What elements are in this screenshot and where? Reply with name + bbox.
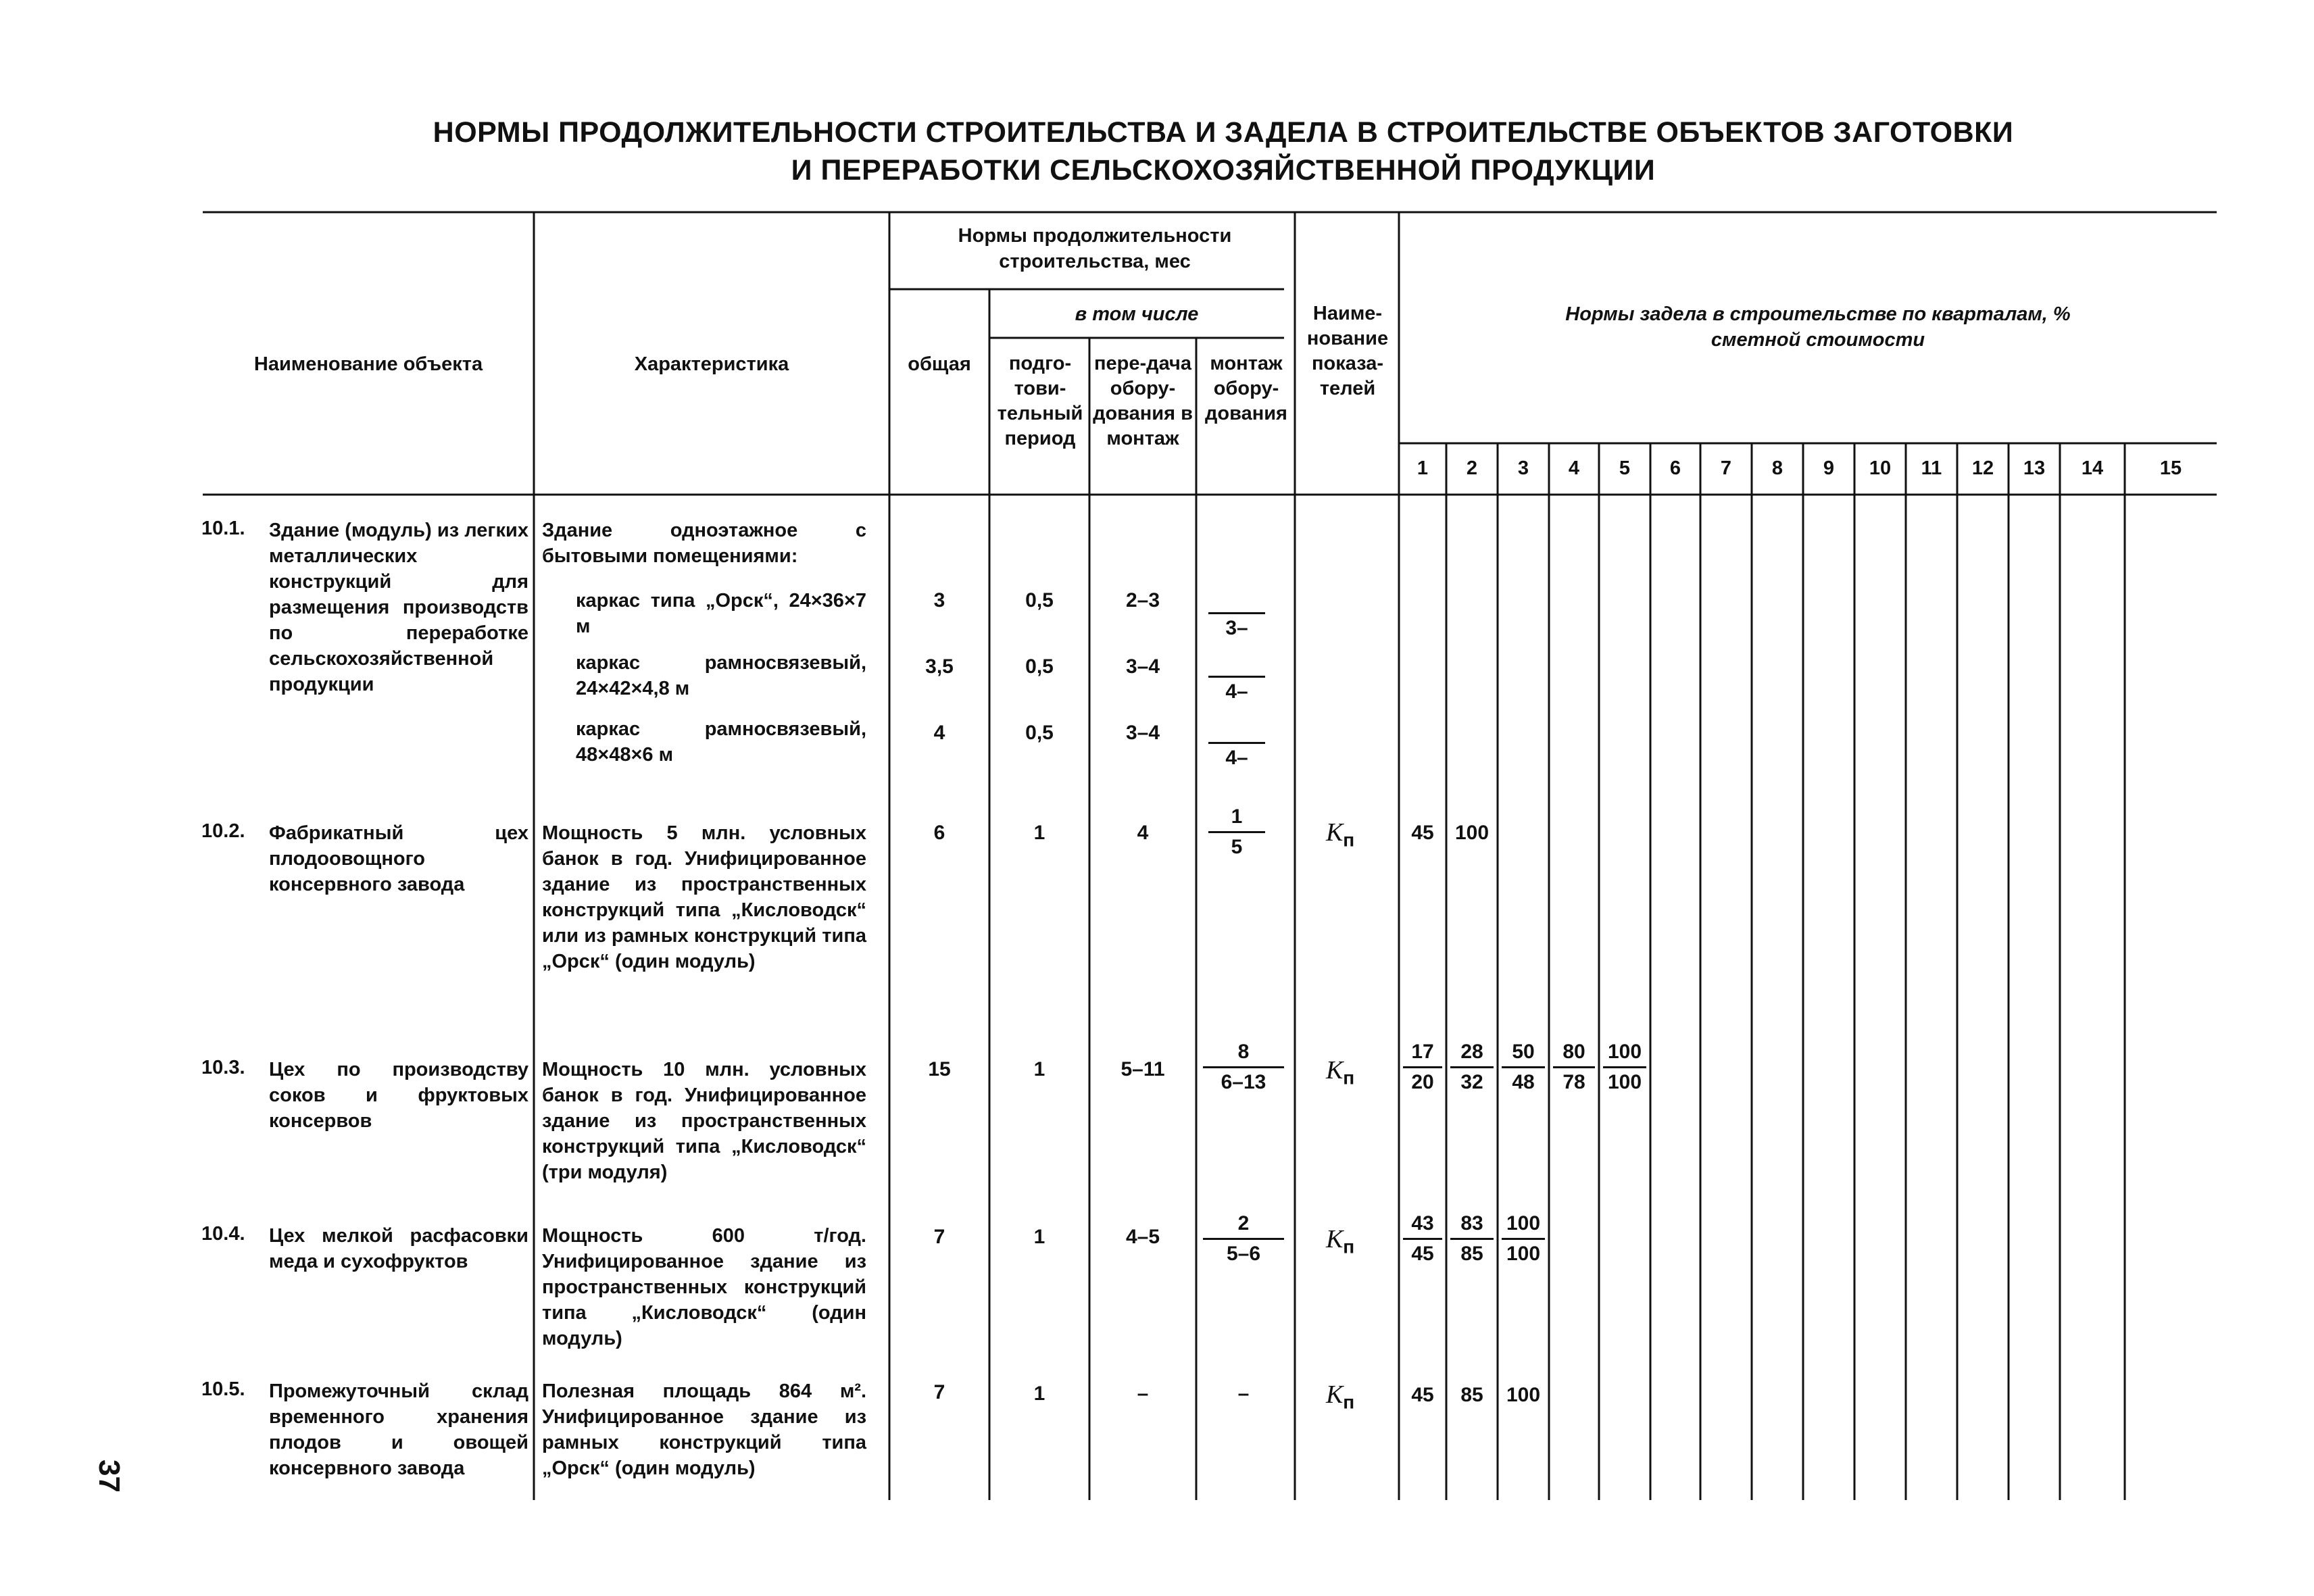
quarter-fraction <box>1498 1039 1549 1095</box>
fraction-denominator: 32 <box>1460 1071 1483 1093</box>
indicator-letter: К <box>1326 1225 1344 1253</box>
fraction-bar <box>1450 1066 1494 1068</box>
fraction-bar <box>1553 1066 1595 1068</box>
fraction-denominator: 100 <box>1506 1243 1541 1265</box>
fraction-numerator: 80 <box>1562 1041 1585 1063</box>
quarter-header: 11 <box>1921 457 1942 479</box>
quarter-fraction <box>1549 1039 1599 1095</box>
quarter-value: 85 <box>1460 1384 1483 1406</box>
row-name: Цех мелкой расфасовки меда и сухофруктов <box>269 1225 528 1272</box>
fraction-numerator <box>1203 585 1271 611</box>
row-name: Промежуточный склад временного хранения плодов и овощей консервного завода <box>269 1380 528 1479</box>
indicator-letter: К <box>1326 1380 1344 1409</box>
cell-mounting <box>1203 649 1271 705</box>
cell-mounting <box>1198 1211 1289 1267</box>
row-characteristic: Мощность 10 млн. условных банок в год. Унифицированное здание из пространственных конструкций типа „Кисловодск“ (три модуля) <box>542 1059 866 1183</box>
cell-transfer: 3–4 <box>1125 722 1160 744</box>
cell-transfer: – <box>1137 1382 1149 1405</box>
cell-prep: 1 <box>1033 1058 1045 1080</box>
quarter-header: 15 <box>2159 457 2182 479</box>
cell-mounting <box>1203 804 1271 860</box>
indicator-kp <box>1326 1380 1354 1414</box>
header-object-name: Наименование объекта <box>253 353 483 375</box>
row-characteristic: Полезная площадь 864 м². Унифицированное здание из рамных конструкций типа „Орск“ (один модуль) <box>542 1380 866 1479</box>
quarter-fraction <box>1446 1039 1498 1095</box>
fraction-bar <box>1203 1238 1284 1240</box>
quarter-fraction <box>1498 1211 1549 1267</box>
indicator-letter: К <box>1326 1056 1344 1084</box>
quarter-value: 45 <box>1411 1384 1434 1406</box>
cell-transfer: 2–3 <box>1125 589 1160 612</box>
indicator-kp <box>1326 1224 1354 1258</box>
row-characteristic: Мощность 5 млн. условных банок в год. Унифицированное здание из пространственных конструкций типа „Кисловодск“ или из рамных конструкций типа „Орск“ (один модуль) <box>542 822 866 972</box>
fraction-denominator: 5–6 <box>1226 1243 1261 1265</box>
cell-total: 15 <box>928 1058 951 1080</box>
header-transfer: пере-дача обору-дования в монтаж <box>1093 353 1193 449</box>
header-indicator: Наиме-нование показа-телей <box>1306 303 1389 399</box>
fraction-bar <box>1450 1238 1494 1240</box>
cell-prep: 1 <box>1033 1226 1045 1248</box>
fraction-numerator: 17 <box>1411 1041 1434 1063</box>
quarter-header: 4 <box>1568 457 1580 479</box>
fraction-bar <box>1502 1238 1545 1240</box>
row-name: Здание (модуль) из легких металлических конструкций для размещения производств по переработке сельскохозяйственной продукции <box>269 520 528 695</box>
row-characteristic: Мощность 600 т/год. Унифицированное здание из пространственных конструкций типа „Кисловодск“ (один модуль) <box>542 1225 866 1349</box>
quarter-fraction <box>1399 1039 1446 1095</box>
indicator-subscript: п <box>1343 829 1355 851</box>
page-number: 37 <box>93 1460 126 1493</box>
fraction-bar <box>1502 1066 1545 1068</box>
fraction-bar <box>1208 612 1265 614</box>
cell-prep: 0,5 <box>1025 589 1054 612</box>
fraction-numerator: 100 <box>1607 1041 1642 1063</box>
header-backlog-group: Нормы задела в строительстве по кварталам, % сметной стоимости <box>1565 303 2071 351</box>
fraction-bar <box>1203 1066 1284 1068</box>
quarter-header: 7 <box>1720 457 1732 479</box>
cell-mounting <box>1203 715 1271 771</box>
quarter-value: 100 <box>1454 822 1490 844</box>
fraction-denominator: 100 <box>1607 1071 1642 1093</box>
row-name: Фабрикатный цех плодоовощного консервного завода <box>269 822 528 895</box>
fraction-numerator: 50 <box>1512 1041 1535 1063</box>
cell-total: 6 <box>933 822 945 844</box>
fraction-denominator: 78 <box>1562 1071 1585 1093</box>
cell-mounting: – <box>1237 1382 1250 1405</box>
fraction-numerator <box>1203 649 1271 674</box>
fraction-numerator: 100 <box>1506 1212 1541 1235</box>
fraction-denominator: 45 <box>1411 1243 1434 1265</box>
row-index: 10.3. <box>201 1057 245 1078</box>
quarter-fraction <box>1446 1211 1498 1267</box>
fraction-bar <box>1403 1066 1442 1068</box>
quarter-header: 1 <box>1417 457 1429 479</box>
quarter-header: 12 <box>1971 457 1994 479</box>
fraction-denominator: 48 <box>1512 1071 1535 1093</box>
fraction-bar <box>1403 1238 1442 1240</box>
fraction-bar <box>1208 742 1265 744</box>
fraction-bar <box>1603 1066 1646 1068</box>
fraction-numerator: 83 <box>1460 1212 1483 1235</box>
header-total: общая <box>908 353 971 375</box>
indicator-subscript: п <box>1343 1236 1355 1257</box>
quarter-header: 9 <box>1823 457 1835 479</box>
row-index: 10.1. <box>201 518 245 539</box>
fraction-numerator: 2 <box>1237 1212 1250 1235</box>
quarter-value: 100 <box>1506 1384 1541 1406</box>
fraction-denominator: 4– <box>1225 680 1248 703</box>
fraction-bar <box>1208 676 1265 678</box>
quarter-header: 13 <box>2023 457 2046 479</box>
fraction-denominator: 20 <box>1411 1071 1434 1093</box>
row-index: 10.2. <box>201 820 245 842</box>
cell-prep: 0,5 <box>1025 655 1054 678</box>
header-prep: подго-тови-тельный период <box>997 353 1083 449</box>
subrow-characteristic: каркас типа „Орск“, 24×36×7 м <box>576 590 866 637</box>
cell-prep: 1 <box>1033 1382 1045 1405</box>
fraction-numerator: 43 <box>1411 1212 1434 1235</box>
row-name: Цех по производству соков и фруктовых консервов <box>269 1059 528 1132</box>
header-mounting: монтаж обору-дования <box>1205 353 1287 424</box>
quarter-header: 10 <box>1869 457 1892 479</box>
quarter-header: 8 <box>1771 457 1783 479</box>
cell-total: 3,5 <box>925 655 954 678</box>
indicator-kp <box>1326 1055 1354 1089</box>
header-including: в том числе <box>1075 303 1199 325</box>
fraction-numerator: 8 <box>1237 1041 1250 1063</box>
indicator-kp <box>1326 818 1354 851</box>
title-line-1: НОРМЫ ПРОДОЛЖИТЕЛЬНОСТИ СТРОИТЕЛЬСТВА И ЗАДЕЛА В СТРОИТЕЛЬСТВЕ ОБЪЕКТОВ ЗАГОТОВКИ <box>433 116 2014 149</box>
cell-transfer: 4 <box>1137 822 1149 844</box>
title-line-2: И ПЕРЕРАБОТКИ СЕЛЬСКОХОЗЯЙСТВЕННОЙ ПРОДУКЦИИ <box>791 154 1656 186</box>
fraction-denominator: 85 <box>1460 1243 1483 1265</box>
cell-total: 7 <box>933 1381 945 1403</box>
quarter-fraction <box>1399 1211 1446 1267</box>
cell-total: 7 <box>933 1226 945 1248</box>
fraction-denominator: 3– <box>1225 617 1248 639</box>
quarter-header: 3 <box>1517 457 1529 479</box>
quarter-fraction <box>1599 1039 1650 1095</box>
subrow-characteristic: каркас рамносвязевый, 48×48×6 м <box>576 718 866 766</box>
indicator-letter: К <box>1326 818 1344 847</box>
subrow-characteristic: каркас рамносвязевый, 24×42×4,8 м <box>576 652 866 699</box>
cell-prep: 0,5 <box>1025 722 1054 744</box>
row-index: 10.4. <box>201 1223 245 1245</box>
cell-prep: 1 <box>1033 822 1045 844</box>
quarter-header: 6 <box>1669 457 1681 479</box>
fraction-numerator <box>1203 715 1271 741</box>
row-index: 10.5. <box>201 1378 245 1400</box>
fraction-denominator: 6–13 <box>1221 1071 1266 1093</box>
quarter-value: 45 <box>1411 822 1434 844</box>
cell-transfer: 4–5 <box>1125 1226 1160 1248</box>
quarter-header: 5 <box>1619 457 1631 479</box>
cell-total: 3 <box>933 589 945 612</box>
quarter-header: 2 <box>1466 457 1478 479</box>
quarter-header: 14 <box>2081 457 2104 479</box>
cell-transfer: 3–4 <box>1125 655 1160 678</box>
fraction-denominator: 4– <box>1225 747 1248 769</box>
cell-mounting <box>1198 1039 1289 1095</box>
cell-transfer: 5–11 <box>1121 1058 1165 1080</box>
cell-mounting <box>1203 585 1271 641</box>
fraction-numerator: 1 <box>1231 805 1243 828</box>
row-characteristic: Здание одноэтажное с бытовыми помещениями: <box>542 520 866 567</box>
fraction-numerator: 28 <box>1460 1041 1483 1063</box>
header-characteristic: Характеристика <box>634 353 789 375</box>
indicator-subscript: п <box>1343 1391 1355 1413</box>
indicator-subscript: п <box>1343 1067 1355 1089</box>
cell-total: 4 <box>933 722 945 744</box>
fraction-denominator: 5 <box>1231 836 1243 858</box>
header-duration-group: Нормы продолжительности строительства, мес <box>958 225 1232 272</box>
fraction-bar <box>1208 831 1265 833</box>
